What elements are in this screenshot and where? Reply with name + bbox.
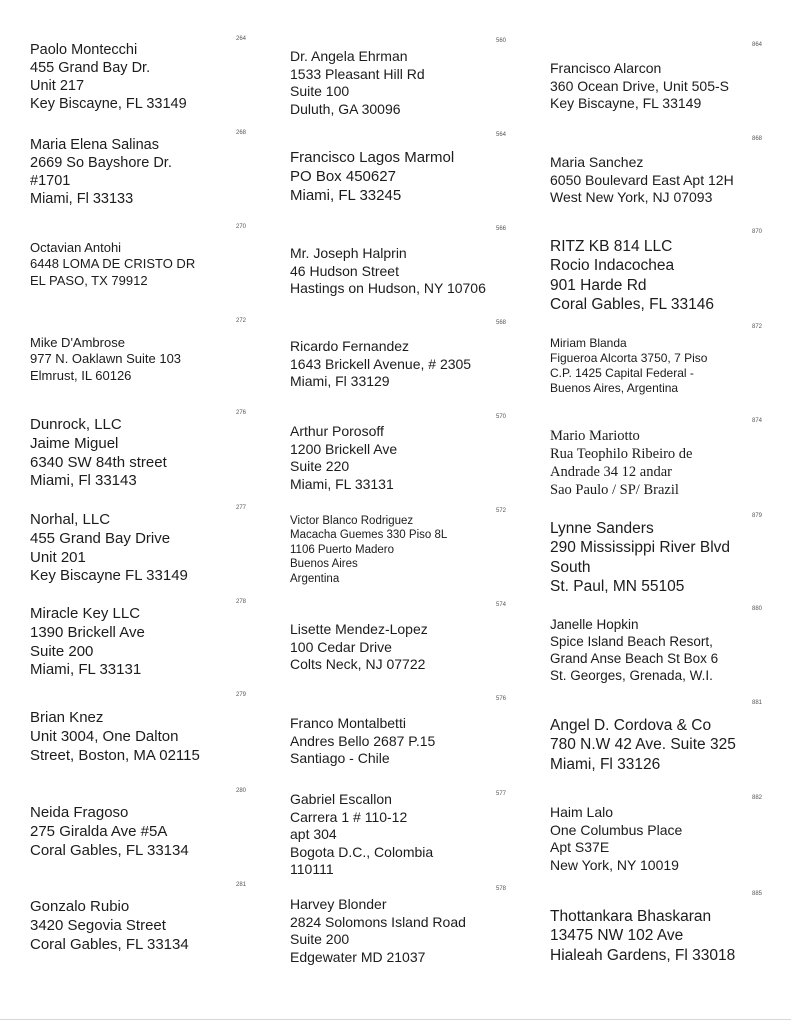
address-line: 780 N.W 42 Ave. Suite 325 — [550, 736, 736, 754]
bottom-edge-divider — [0, 1019, 791, 1020]
address-label — [550, 237, 714, 315]
address-line: Miami, FL 33131 — [290, 475, 394, 492]
address-line: Santiago - Chile — [290, 750, 390, 766]
label-number: 560 — [496, 38, 507, 44]
recipient-name: Maria Sanchez — [550, 154, 644, 170]
address-label — [30, 416, 167, 491]
address-label — [550, 60, 729, 113]
address-label — [550, 907, 735, 965]
recipient-name: Maria Elena Salinas — [30, 137, 159, 153]
address-label — [290, 48, 425, 118]
address-line: Suite 200 — [290, 931, 350, 947]
address-line: Argentina — [290, 572, 340, 585]
recipient-name: Janelle Hopkin — [550, 617, 639, 632]
address-label — [550, 617, 718, 685]
address-label — [290, 245, 486, 298]
recipient-name: Miriam Blanda — [550, 336, 627, 350]
label-number: 564 — [496, 132, 507, 138]
address-line: 455 Grand Bay Dr. — [30, 60, 151, 77]
address-line: Figueroa Alcorta 3750, 7 Piso — [550, 351, 708, 365]
address-line: 2669 So Bayshore Dr. — [30, 155, 172, 172]
address-line: Sao Paulo / SP/ Brazil — [550, 482, 679, 499]
label-number: 879 — [752, 513, 763, 519]
recipient-name: Brian Knez — [30, 709, 104, 726]
address-line: Hialeah Gardens, Fl 33018 — [550, 946, 736, 964]
recipient-name: Miracle Key LLC — [30, 605, 141, 622]
recipient-name: RITZ KB 814 LLC — [550, 238, 673, 255]
address-line: St. Paul, MN 55105 — [550, 578, 685, 596]
label-number: 864 — [752, 42, 763, 48]
address-label — [290, 896, 466, 966]
address-line: Miami, Fl 33143 — [30, 472, 137, 490]
label-number: 270 — [236, 224, 247, 230]
address-line: 100 Cedar Drive — [290, 638, 392, 655]
address-line: Apt S37E — [550, 839, 610, 855]
address-label — [30, 335, 181, 384]
address-line: 977 N. Oaklawn Suite 103 — [30, 351, 182, 367]
address-line: 1533 Pleasant Hill Rd — [290, 65, 425, 82]
recipient-name: Francisco Alarcon — [550, 60, 662, 76]
label-number: 572 — [496, 508, 507, 514]
recipient-name: Norhal, LLC — [30, 511, 111, 528]
recipient-name: Harvey Blonder — [290, 896, 387, 912]
address-line: St. Georges, Grenada, W.I. — [550, 667, 713, 683]
recipient-name: Mario Mariotto — [550, 428, 640, 444]
address-label — [30, 709, 200, 765]
address-line: Unit 217 — [30, 78, 85, 95]
label-number: 574 — [496, 602, 507, 608]
recipient-name: Ricardo Fernandez — [290, 338, 410, 354]
address-label — [30, 898, 189, 954]
recipient-name: Mike D'Ambrose — [30, 335, 125, 350]
address-line: Street, Boston, MA 02115 — [30, 746, 200, 764]
address-line: 1200 Brickell Ave — [290, 440, 398, 457]
address-line: 2824 Solomons Island Road — [290, 913, 466, 930]
recipient-name: Gabriel Escallon — [290, 791, 392, 807]
address-line: Andres Bello 2687 P.15 — [290, 732, 436, 749]
address-line: Hastings on Hudson, NY 10706 — [290, 280, 486, 296]
label-number: 882 — [752, 795, 763, 801]
label-number: 281 — [236, 882, 247, 888]
address-line: 901 Harde Rd — [550, 276, 647, 294]
address-line: 455 Grand Bay Drive — [30, 529, 171, 547]
address-line: One Columbus Place — [550, 821, 683, 838]
address-line: Grand Anse Beach St Box 6 — [550, 650, 719, 666]
address-line: Miami, FL 33131 — [30, 661, 142, 679]
label-number: 881 — [752, 700, 763, 706]
address-line: 6340 SW 84th street — [30, 453, 167, 471]
address-line: Coral Gables, FL 33134 — [30, 841, 189, 859]
address-line: 46 Hudson Street — [290, 262, 399, 279]
label-number: 568 — [496, 320, 507, 326]
address-label — [30, 511, 188, 586]
label-number: 277 — [236, 505, 247, 511]
label-number: 272 — [236, 318, 247, 324]
address-line: Key Biscayne, FL 33149 — [550, 95, 702, 111]
address-line: Suite 100 — [290, 83, 350, 99]
recipient-name: Octavian Antohi — [30, 240, 122, 255]
address-line: apt 304 — [290, 826, 337, 842]
address-line: 275 Giralda Ave #5A — [30, 822, 168, 840]
address-label — [30, 605, 145, 680]
recipient-name: Gonzalo Rubio — [30, 898, 130, 915]
address-label — [550, 336, 707, 396]
address-line: Spice Island Beach Resort, — [550, 633, 713, 649]
recipient-name: Thottankara Bhaskaran — [550, 908, 712, 925]
address-line: Miami, FL 33245 — [290, 186, 402, 204]
address-label — [550, 804, 682, 874]
address-line: Miami, Fl 33129 — [290, 373, 390, 389]
address-line: Key Biscayne, FL 33149 — [30, 96, 187, 113]
address-line: Buenos Aires — [290, 558, 358, 571]
address-line: Miami, Fl 33126 — [550, 755, 661, 773]
address-label — [290, 514, 447, 586]
address-line: Jaime Miguel — [30, 434, 119, 452]
label-number: 264 — [236, 36, 247, 42]
label-number: 577 — [496, 791, 507, 797]
address-line: 6448 LOMA DE CRISTO DR — [30, 256, 196, 272]
label-number: 868 — [752, 136, 763, 142]
recipient-name: Arthur Porosoff — [290, 423, 384, 439]
label-number: 870 — [752, 229, 763, 235]
label-number: 874 — [752, 418, 763, 424]
recipient-name: Lynne Sanders — [550, 520, 654, 537]
address-line: 1106 Puerto Madero — [290, 543, 394, 556]
address-label — [30, 41, 187, 114]
address-line: Buenos Aires, Argentina — [550, 381, 679, 395]
address-line: Unit 3004, One Dalton — [30, 727, 179, 745]
recipient-name: Victor Blanco Rodriguez — [290, 515, 414, 527]
address-line: 3420 Segovia Street — [30, 916, 166, 934]
address-line: 6050 Boulevard East Apt 12H — [550, 171, 734, 188]
label-number: 576 — [496, 696, 507, 702]
address-line: Unit 201 — [30, 548, 86, 566]
address-line: New York, NY 10019 — [550, 856, 679, 873]
address-label — [290, 338, 471, 391]
address-label — [30, 804, 189, 860]
address-line: Elmrust, IL 60126 — [30, 367, 132, 383]
address-line: PO Box 450627 — [290, 167, 396, 185]
address-line: Andrade 34 12 andar — [550, 464, 672, 481]
recipient-name: Lisette Mendez-Lopez — [290, 621, 428, 637]
recipient-name: Dunrock, LLC — [30, 416, 122, 433]
address-line: 1643 Brickell Avenue, # 2305 — [290, 355, 472, 372]
address-label — [550, 427, 693, 500]
address-label — [290, 149, 454, 205]
label-number: 885 — [752, 891, 763, 897]
address-label — [550, 154, 734, 207]
address-line: Edgewater MD 21037 — [290, 948, 426, 965]
recipient-name: Angel D. Cordova & Co — [550, 717, 712, 734]
address-line: Coral Gables, FL 33134 — [30, 935, 189, 953]
address-line: Colts Neck, NJ 07722 — [290, 656, 426, 672]
address-label — [550, 519, 730, 597]
recipient-name: Dr. Angela Ehrman — [290, 48, 408, 64]
address-line: 13475 NW 102 Ave — [550, 927, 684, 945]
recipient-name: Neida Fragoso — [30, 804, 129, 821]
label-number: 279 — [236, 692, 247, 698]
address-line: Duluth, GA 30096 — [290, 100, 401, 117]
address-label — [550, 716, 736, 774]
address-line: South — [550, 558, 591, 576]
address-line: Rua Teophilo Ribeiro de — [550, 446, 693, 463]
label-number: 268 — [236, 130, 247, 136]
recipient-name: Paolo Montecchi — [30, 42, 138, 58]
label-number: 578 — [496, 886, 507, 892]
address-line: Coral Gables, FL 33146 — [550, 296, 714, 314]
address-line: 360 Ocean Drive, Unit 505-S — [550, 77, 729, 94]
address-line: 110111 — [290, 861, 334, 877]
recipient-name: Haim Lalo — [550, 804, 614, 820]
address-line: EL PASO, TX 79912 — [30, 272, 148, 288]
address-label — [30, 136, 172, 209]
address-line: Macacha Guemes 330 Piso 8L — [290, 529, 448, 542]
address-label — [290, 791, 433, 879]
recipient-name: Franco Montalbetti — [290, 715, 406, 731]
address-label — [290, 621, 428, 674]
address-line: #1701 — [30, 173, 71, 190]
address-line: Miami, Fl 33133 — [30, 191, 134, 208]
address-label — [30, 240, 195, 289]
address-label — [290, 423, 397, 493]
address-line: Key Biscayne FL 33149 — [30, 567, 188, 585]
address-line: 290 Mississippi River Blvd — [550, 539, 731, 557]
label-number: 566 — [496, 226, 507, 232]
recipient-name: Mr. Joseph Halprin — [290, 245, 407, 261]
address-line: C.P. 1425 Capital Federal - — [550, 366, 694, 380]
recipient-name: Francisco Lagos Marmol — [290, 149, 455, 166]
address-line: Carrera 1 # 110-12 — [290, 808, 408, 825]
label-number: 570 — [496, 414, 507, 420]
address-line: 1390 Brickell Ave — [30, 623, 145, 641]
address-line: Bogota D.C., Colombia — [290, 843, 434, 860]
address-line: Suite 220 — [290, 458, 350, 474]
address-line: West New York, NJ 07093 — [550, 189, 713, 205]
label-number: 880 — [752, 606, 763, 612]
address-line: Suite 200 — [30, 642, 94, 660]
label-number: 872 — [752, 324, 763, 330]
address-line: Rocio Indacochea — [550, 257, 675, 275]
label-number: 278 — [236, 599, 247, 605]
label-number: 280 — [236, 788, 247, 794]
address-label — [290, 715, 435, 768]
label-number: 276 — [236, 410, 247, 416]
